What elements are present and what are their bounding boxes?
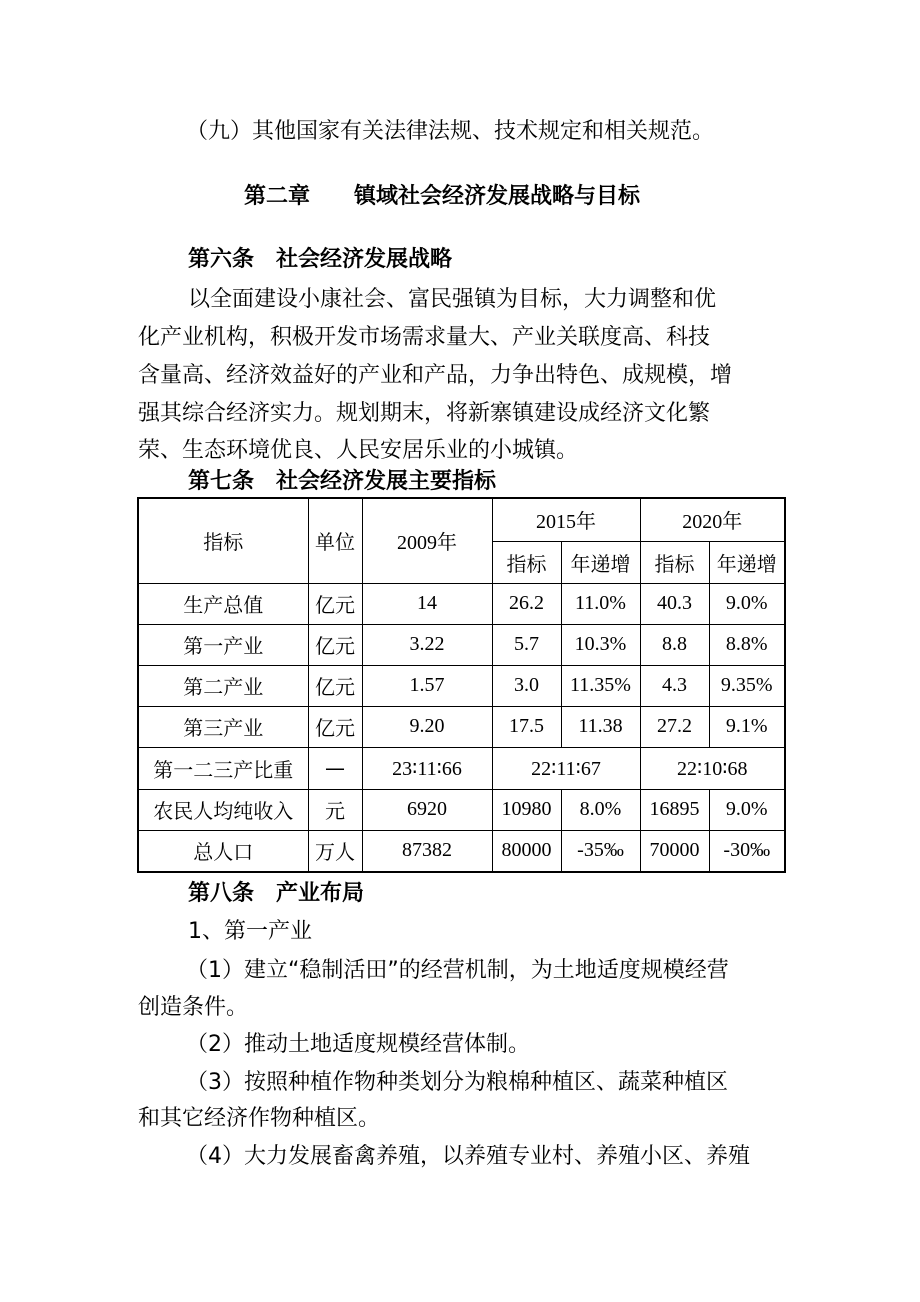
row-unit: 万人 — [308, 830, 362, 872]
row-2015-growth: 11.0% — [561, 583, 640, 624]
row-unit: 亿元 — [308, 665, 362, 706]
row-2020-growth: 9.0% — [709, 583, 785, 624]
row-2020-target: 70000 — [640, 830, 709, 872]
row-unit: 元 — [308, 789, 362, 830]
header-2020-target: 指标 — [640, 541, 709, 583]
article-seven-title: 第七条 社会经济发展主要指标 — [188, 469, 497, 494]
row-2009: 6920 — [362, 789, 492, 830]
article-eight-line-3: 创造条件。 — [138, 995, 249, 1020]
row-2015-target: 3.0 — [492, 665, 561, 706]
article-six-line-1: 以全面建设小康社会、富民强镇为目标，大力调整和优 — [188, 287, 717, 312]
clause-nine: （九）其他国家有关法律法规、技术规定和相关规范。 — [186, 119, 715, 144]
table-row — [138, 706, 785, 747]
row-2020-target: 40.3 — [640, 583, 709, 624]
article-eight-line-7: （4）大力发展畜禽养殖，以养殖专业村、养殖小区、养殖 — [186, 1144, 750, 1169]
row-2015-target: 17.5 — [492, 706, 561, 747]
table-row — [138, 624, 785, 665]
row-2015-growth: 11.38 — [561, 706, 640, 747]
article-eight-line-6: 和其它经济作物种植区。 — [138, 1106, 381, 1131]
row-2015-growth: 11.35% — [561, 665, 640, 706]
table-row — [138, 665, 785, 706]
row-2009: 14 — [362, 583, 492, 624]
row-2015-target: 10980 — [492, 789, 561, 830]
row-name: 第二产业 — [138, 665, 308, 706]
row-name: 总人口 — [138, 830, 308, 872]
chapter-title: 第二章 镇域社会经济发展战略与目标 — [244, 184, 641, 209]
row-2020-ratio: 22∶10∶68 — [640, 747, 785, 789]
row-2020-target: 16895 — [640, 789, 709, 830]
header-2015: 2015年 — [492, 498, 640, 541]
article-eight-line-5: （3）按照种植作物种类划分为粮棉种植区、蔬菜种植区 — [186, 1070, 728, 1095]
row-2009: 1.57 — [362, 665, 492, 706]
header-2009: 2009年 — [362, 498, 492, 583]
row-2020-target: 4.3 — [640, 665, 709, 706]
header-2015-growth: 年递增 — [561, 541, 640, 583]
row-2020-growth: 9.0% — [709, 789, 785, 830]
row-2015-target: 5.7 — [492, 624, 561, 665]
table-row-population — [138, 830, 785, 872]
row-2015-growth: 8.0% — [561, 789, 640, 830]
row-2020-growth: -30‰ — [709, 830, 785, 872]
row-unit: — — [308, 747, 362, 789]
table-row-ratio — [138, 747, 785, 789]
row-2020-growth: 8.8% — [709, 624, 785, 665]
row-name: 农民人均纯收入 — [138, 789, 308, 830]
row-2020-growth: 9.1% — [709, 706, 785, 747]
table-row-income — [138, 789, 785, 830]
row-2020-target: 8.8 — [640, 624, 709, 665]
row-2009: 3.22 — [362, 624, 492, 665]
article-six-line-2: 化产业机构，积极开发市场需求量大、产业关联度高、科技 — [138, 325, 711, 350]
row-unit: 亿元 — [308, 706, 362, 747]
header-2015-target: 指标 — [492, 541, 561, 583]
header-indicator: 指标 — [138, 498, 308, 583]
row-2020-target: 27.2 — [640, 706, 709, 747]
article-six-line-4: 强其综合经济实力。规划期末，将新寨镇建设成经济文化繁 — [138, 401, 711, 426]
article-eight-title: 第八条 产业布局 — [188, 881, 365, 906]
header-2020-growth: 年递增 — [709, 541, 785, 583]
row-2015-target: 80000 — [492, 830, 561, 872]
row-2015-ratio: 22∶11∶67 — [492, 747, 640, 789]
row-2009: 87382 — [362, 830, 492, 872]
row-name: 第一产业 — [138, 624, 308, 665]
header-unit: 单位 — [308, 498, 362, 583]
row-unit: 亿元 — [308, 583, 362, 624]
article-eight-line-1: 1、第一产业 — [188, 919, 312, 944]
row-2015-target: 26.2 — [492, 583, 561, 624]
row-2009: 9.20 — [362, 706, 492, 747]
header-2020: 2020年 — [640, 498, 785, 541]
indicators-table — [137, 497, 784, 872]
table-row — [138, 583, 785, 624]
row-2015-growth: -35‰ — [561, 830, 640, 872]
row-2015-growth: 10.3% — [561, 624, 640, 665]
article-eight-line-2: （1）建立“稳制活田”的经营机制，为土地适度规模经营 — [186, 958, 729, 983]
row-2009: 23∶11∶66 — [362, 747, 492, 789]
row-2020-growth: 9.35% — [709, 665, 785, 706]
article-six-title: 第六条 社会经济发展战略 — [188, 247, 453, 272]
article-six-line-3: 含量高、经济效益好的产业和产品，力争出特色、成规模，增 — [138, 363, 733, 388]
article-six-line-5: 荣、生态环境优良、人民安居乐业的小城镇。 — [138, 438, 579, 463]
row-name: 第三产业 — [138, 706, 308, 747]
row-name: 生产总值 — [138, 583, 308, 624]
row-name: 第一二三产比重 — [138, 747, 308, 789]
article-eight-line-4: （2）推动土地适度规模经营体制。 — [186, 1032, 530, 1057]
row-unit: 亿元 — [308, 624, 362, 665]
